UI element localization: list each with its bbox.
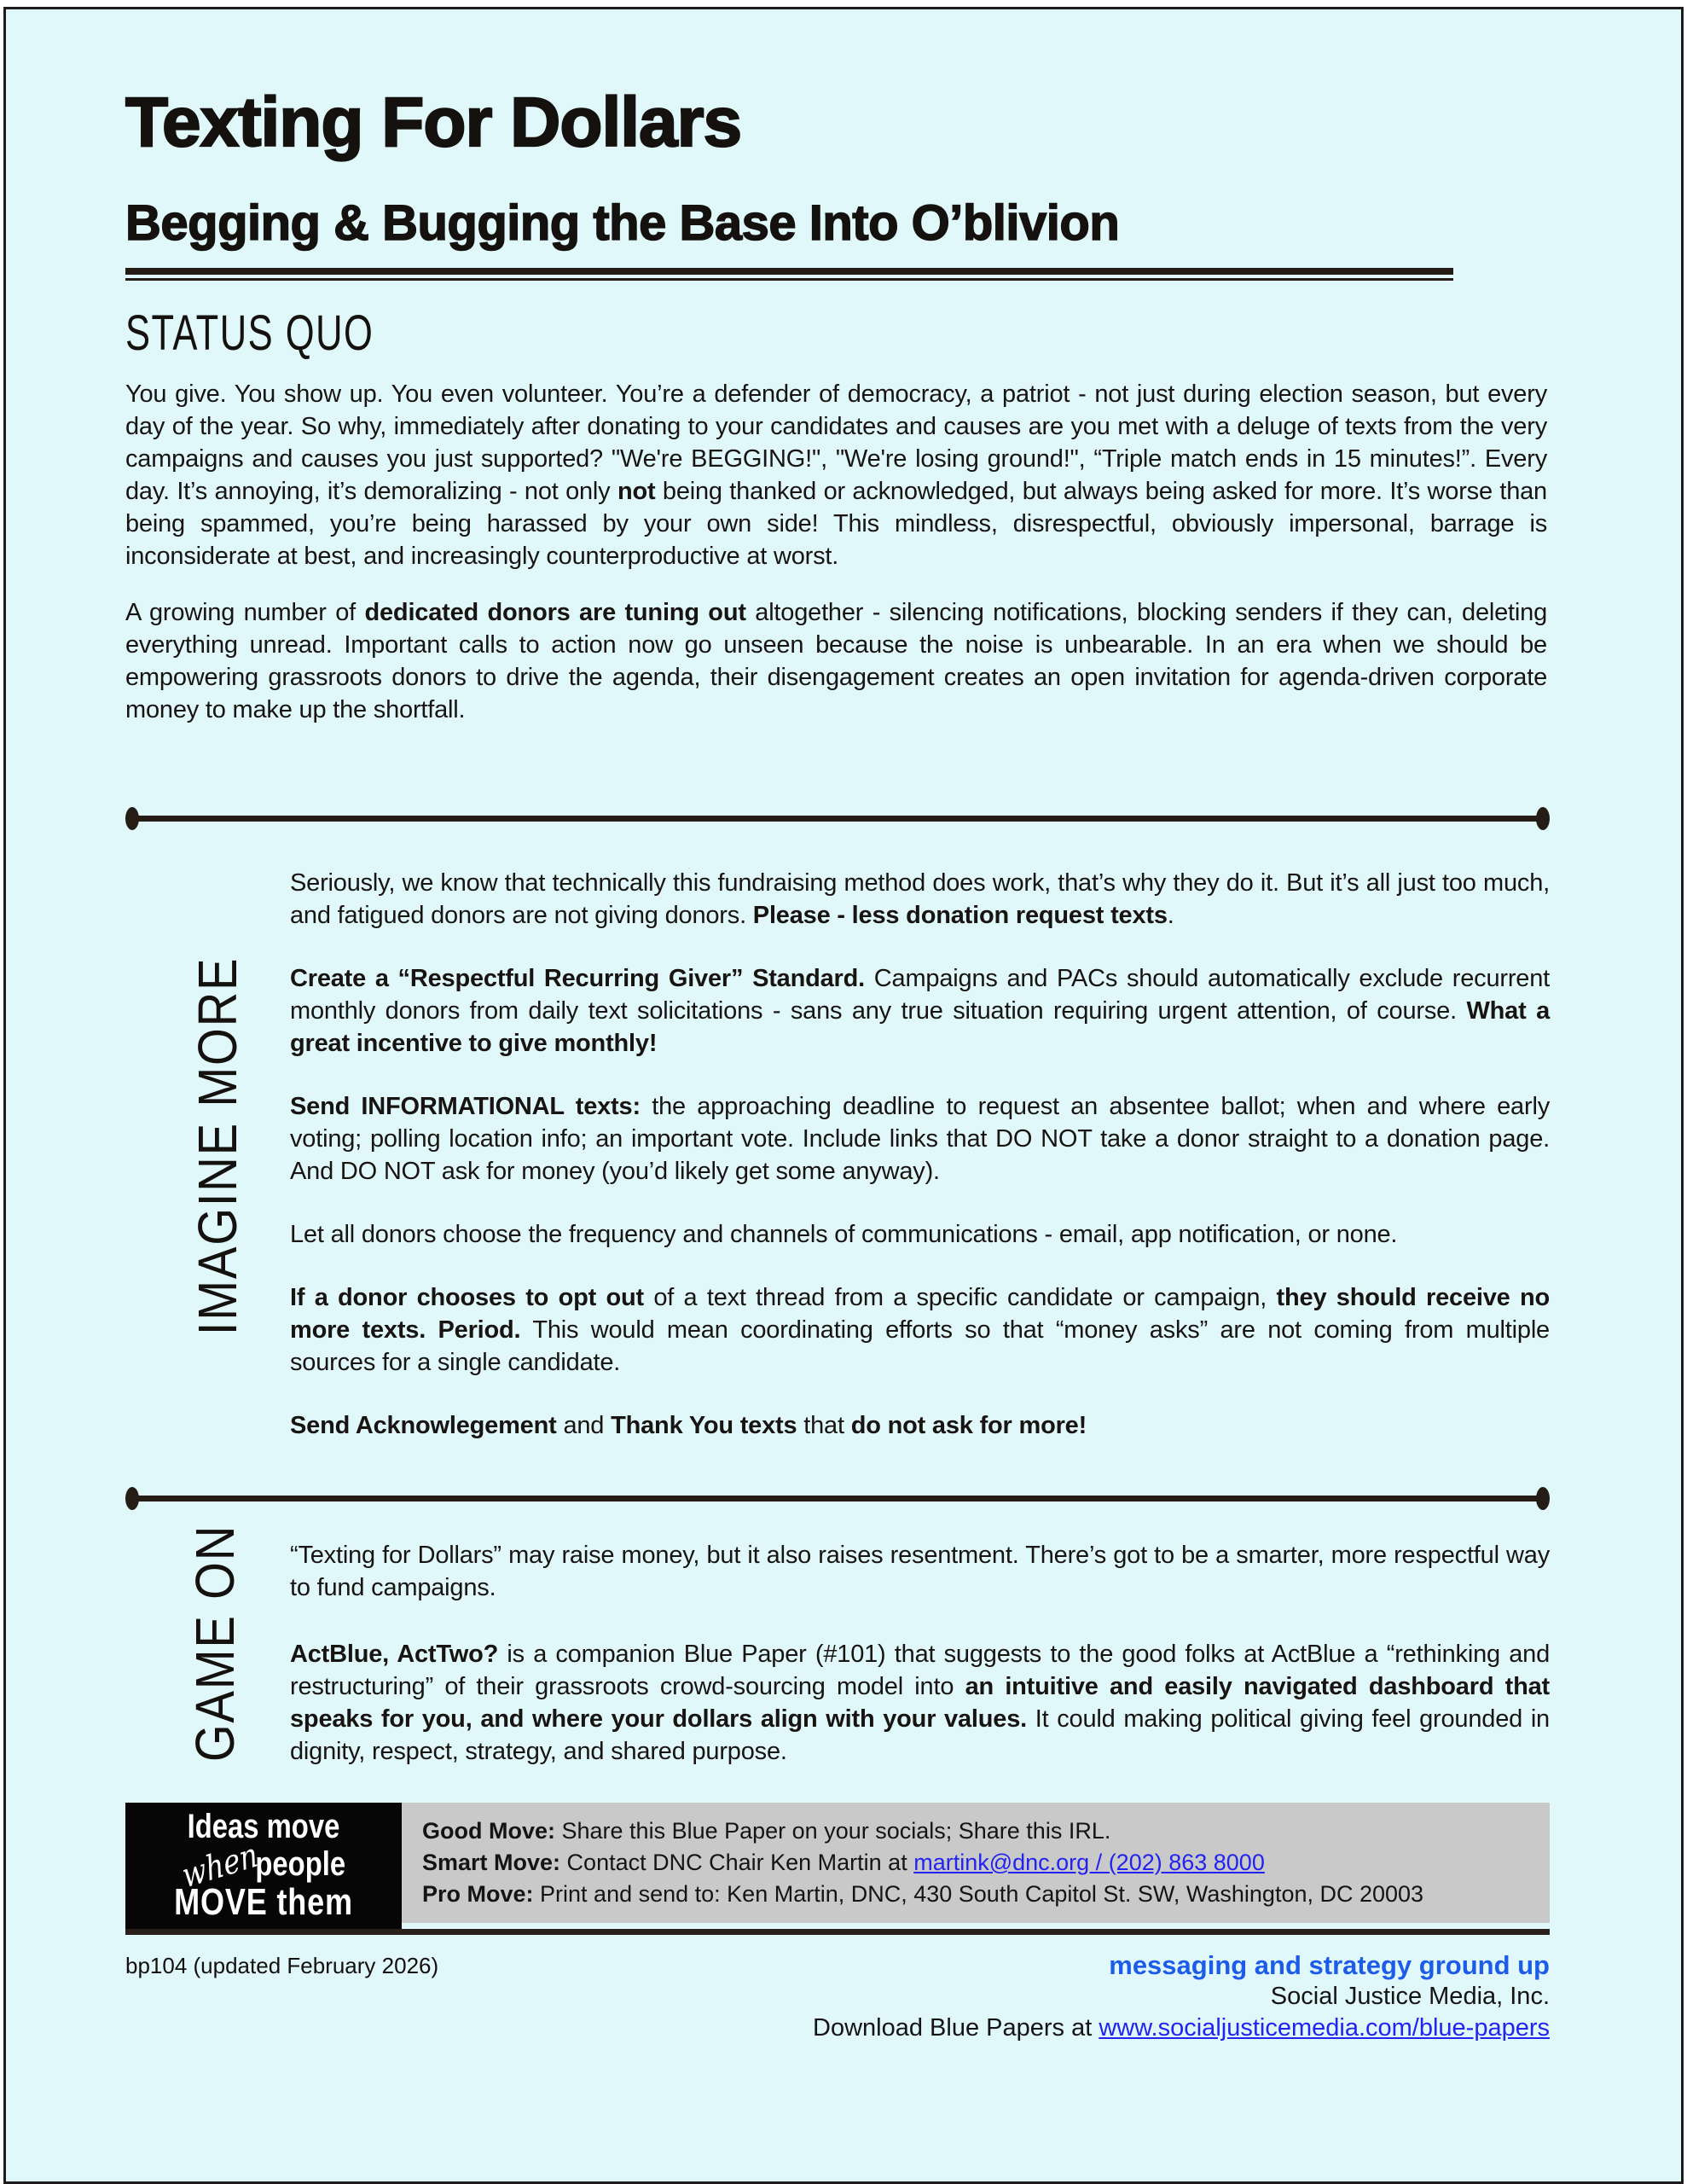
logo-line-1: Ideas move <box>187 1808 340 1845</box>
publisher-name: Social Justice Media, Inc. <box>1270 1983 1550 2010</box>
rule-thin-bar <box>125 278 1453 281</box>
good-move-line: Good Move: Share this Blue Paper on your socials; Share this IRL. <box>422 1818 1111 1844</box>
imagine-paragraph-3: Send INFORMATIONAL texts: the approaching deadline to request an absentee ballot; when and where early voting; polling location info; an important vote. Include links that DO NOT take a donor straight to a donation page. And DO NOT ask for money (you’d likely get some anyway). <box>290 1093 1550 1185</box>
imagine-paragraph-6: Send Acknowlegement and Thank You texts that do not ask for more! <box>290 1412 1087 1439</box>
game-on-label: GAME ON <box>184 1524 246 1763</box>
imagine-paragraph-1: Seriously, we know that technically this fundraising method does work, that’s why they do it. But it’s all just too much, and fatigued donors are not giving donors. Please - less donation request texts. <box>290 869 1550 929</box>
divider-line <box>131 1496 1544 1502</box>
logo-word-people: people <box>255 1845 346 1883</box>
status-quo-paragraph-2: A growing number of dedicated donors are tuning out altogether - silencing notifications, blocking senders if they can, deleting everything unread. Important calls to action now go unseen because the noise is unbearable. In an era when we should be empowering grassroots donors to drive the agenda, their disengagement creates an open invitation for agenda-driven corporate money to make up the shortfall. <box>125 599 1548 723</box>
imagine-paragraph-4: Let all donors choose the frequency and channels of communications - email, app notification, or none. <box>290 1221 1398 1248</box>
footer-rule <box>125 1929 1550 1935</box>
blue-paper-page <box>3 7 1684 2184</box>
pro-move-line: Pro Move: Print and send to: Ken Martin, DNC, 430 South Capitol St. SW, Washington, DC 20003 <box>422 1881 1424 1907</box>
title-double-rule <box>125 268 1453 281</box>
imagine-paragraph-5: If a donor chooses to opt out of a text thread from a specific candidate or campaign, they should receive no more texts. Period. This would mean coordinating efforts so that “money asks” are not coming from multiple sources for a single candidate. <box>290 1284 1551 1376</box>
game-on-paragraph-1: “Texting for Dollars” may raise money, but it also raises resentment. There’s got to be a smarter, more respectful way to fund campaigns. <box>290 1542 1550 1601</box>
status-quo-paragraph-1: You give. You show up. You even volunteer. You’re a defender of democracy, a patriot - not just during election season, but every day of the year. So why, immediately after donating to your candidates and causes are you met with a deluge of texts from the very campaigns and causes you just supported? "We're BEGGING!", "We're losing ground!", “Triple match ends in 15 minutes!”. Every day. It’s annoying, it’s demoralizing - not only not being thanked or acknowledged, but always being asked for more. It’s worse than being spammed, you’re being harassed by your own side! This mindless, disrespectful, obviously impersonal, barrage is inconsiderate at best, and increasingly counterproductive at worst. <box>125 380 1547 570</box>
status-quo-section <box>125 378 1547 726</box>
rule-thick-bar <box>125 268 1453 275</box>
ideas-move-logo <box>125 1803 402 1929</box>
divider-line <box>131 816 1544 822</box>
divider-dot-right <box>1536 807 1550 830</box>
smart-move-line: Smart Move: Contact DNC Chair Ken Martin at martink@dnc.org / (202) 863 8000 <box>422 1850 1265 1875</box>
logo-script-when: when <box>178 1835 261 1896</box>
section-divider-1 <box>125 807 1550 830</box>
publisher-tagline: messaging and strategy ground up <box>1109 1950 1550 1980</box>
doc-id: bp104 (updated February 2026) <box>125 1953 439 1978</box>
imagine-paragraph-2: Create a “Respectful Recurring Giver” Standard. Campaigns and PACs should automatically exclude recurrent monthly donors from daily text solicitations - sans any true situation requiring urgent attention, of course. What a great incentive to give monthly! <box>290 965 1550 1057</box>
divider-dot-right <box>1536 1487 1550 1510</box>
logo-line-3: MOVE them <box>174 1881 353 1923</box>
download-line: Download Blue Papers at www.socialjusticemedia.com/blue-papers <box>813 2014 1550 2042</box>
imagine-more-section <box>290 867 1550 1442</box>
imagine-more-label: IMAGINE MORE <box>187 956 248 1336</box>
section-divider-2 <box>125 1487 1550 1510</box>
page-subtitle: Begging & Bugging the Base Into O’blivion <box>125 195 1120 251</box>
dnc-contact-link[interactable]: martink@dnc.org / (202) 863 8000 <box>913 1850 1265 1875</box>
game-on-paragraph-2: ActBlue, ActTwo? is a companion Blue Paper (#101) that suggests to the good folks at ActBlue a “rethinking and restructuring” of their grassroots crowd-sourcing model into an intuitive and easily navigated dashboard that speaks for you, and where your dollars align with your values. It could making political giving feel grounded in dignity, respect, strategy, and shared purpose. <box>290 1641 1550 1765</box>
footer-publisher-block <box>697 1949 1550 2044</box>
blue-papers-link[interactable]: www.socialjusticemedia.com/blue-papers <box>1099 2014 1550 2042</box>
page-title: Texting For Dollars <box>125 84 742 161</box>
logo-text-block <box>150 1808 377 1922</box>
logo-line-2 <box>150 1835 377 1896</box>
action-moves-box <box>398 1803 1550 1923</box>
game-on-section <box>290 1539 1550 1768</box>
status-quo-heading: STATUS QUO <box>125 305 374 361</box>
